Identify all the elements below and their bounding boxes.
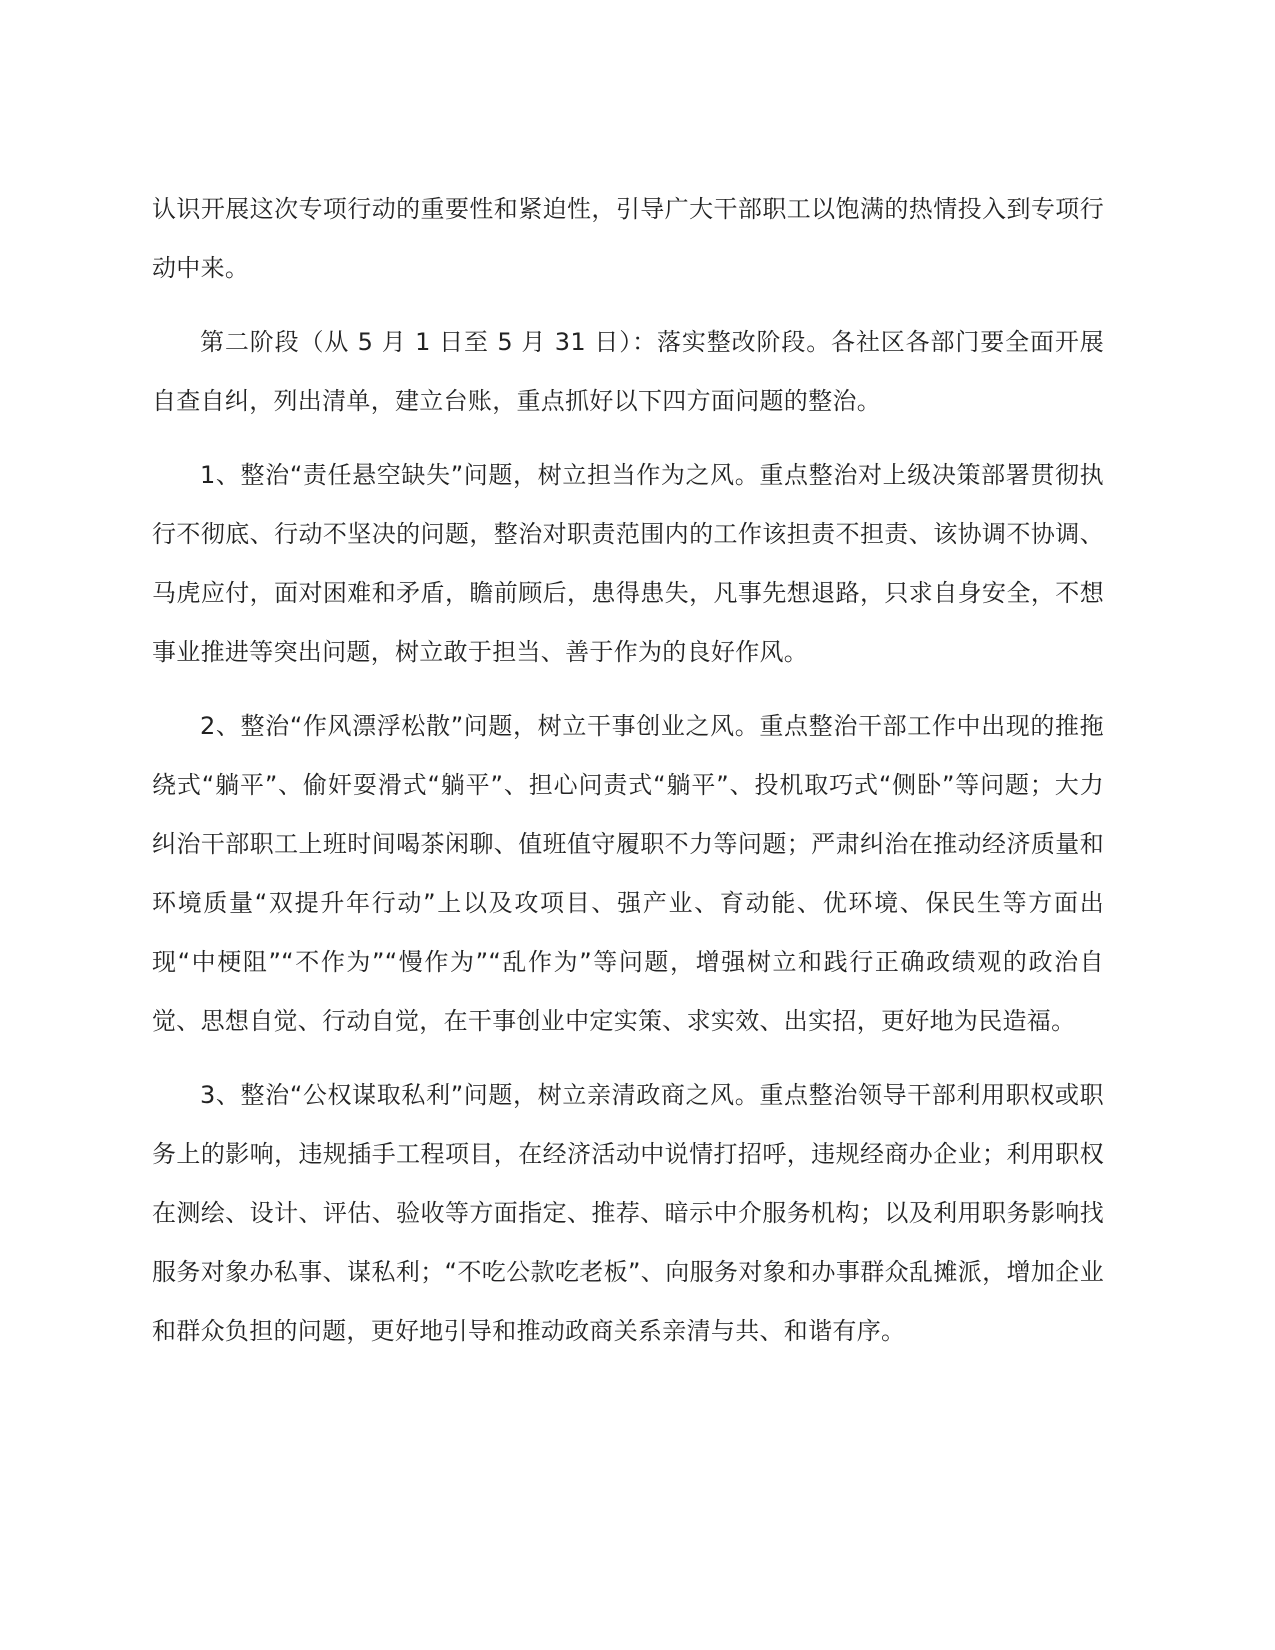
paragraph-item-3: 3、整治“公权谋取私利”问题，树立亲清政商之风。重点整治领导干部利用职权或职务上的影响，违规插手工程项目，在经济活动中说情打招呼，违规经商办企业；利用职权在测绘、设计、评估、验收等方面指定、推荐、暗示中介服务机构；以及利用职务影响找服务对象办私事、谋私利；“不吃公款吃老板”、向服务对象和办事群众乱摊派，增加企业和群众负担的问题，更好地引导和推动政商关系亲清与共、和谐有序。 bbox=[152, 1081, 1104, 1345]
paragraph-stage-two: 第二阶段（从 5 月 1 日至 5 月 31 日）：落实整改阶段。各社区各部门要全面开展自查自纠，列出清单，建立台账，重点抓好以下四方面问题的整治。 bbox=[152, 328, 1104, 415]
paragraph-continuation: 认识开展这次专项行动的重要性和紧迫性，引导广大干部职工以饱满的热情投入到专项行动中来。 bbox=[152, 195, 1104, 282]
paragraph-item-1: 1、整治“责任悬空缺失”问题，树立担当作为之风。重点整治对上级决策部署贯彻执行不彻底、行动不坚决的问题，整治对职责范围内的工作该担责不担责、该协调不协调、马虎应付，面对困难和矛盾，瞻前顾后，患得患失，凡事先想退路，只求自身安全，不想事业推进等突出问题，树立敢于担当、善于作为的良好作风。 bbox=[152, 461, 1104, 666]
paragraph-item-2: 2、整治“作风漂浮松散”问题，树立干事创业之风。重点整治干部工作中出现的推拖绕式“躺平”、偷奸耍滑式“躺平”、担心问责式“躺平”、投机取巧式“侧卧”等问题；大力纠治干部职工上班时间喝茶闲聊、值班值守履职不力等问题；严肃纠治在推动经济质量和环境质量“双提升年行动”上以及攻项目、强产业、育动能、优环境、保民生等方面出现“中梗阻”“不作为”“慢作为”“乱作为”等问题，增强树立和践行正确政绩观的政治自觉、思想自觉、行动自觉，在干事创业中定实策、求实效、出实招，更好地为民造福。 bbox=[152, 712, 1104, 1035]
document-body bbox=[152, 180, 1104, 1376]
